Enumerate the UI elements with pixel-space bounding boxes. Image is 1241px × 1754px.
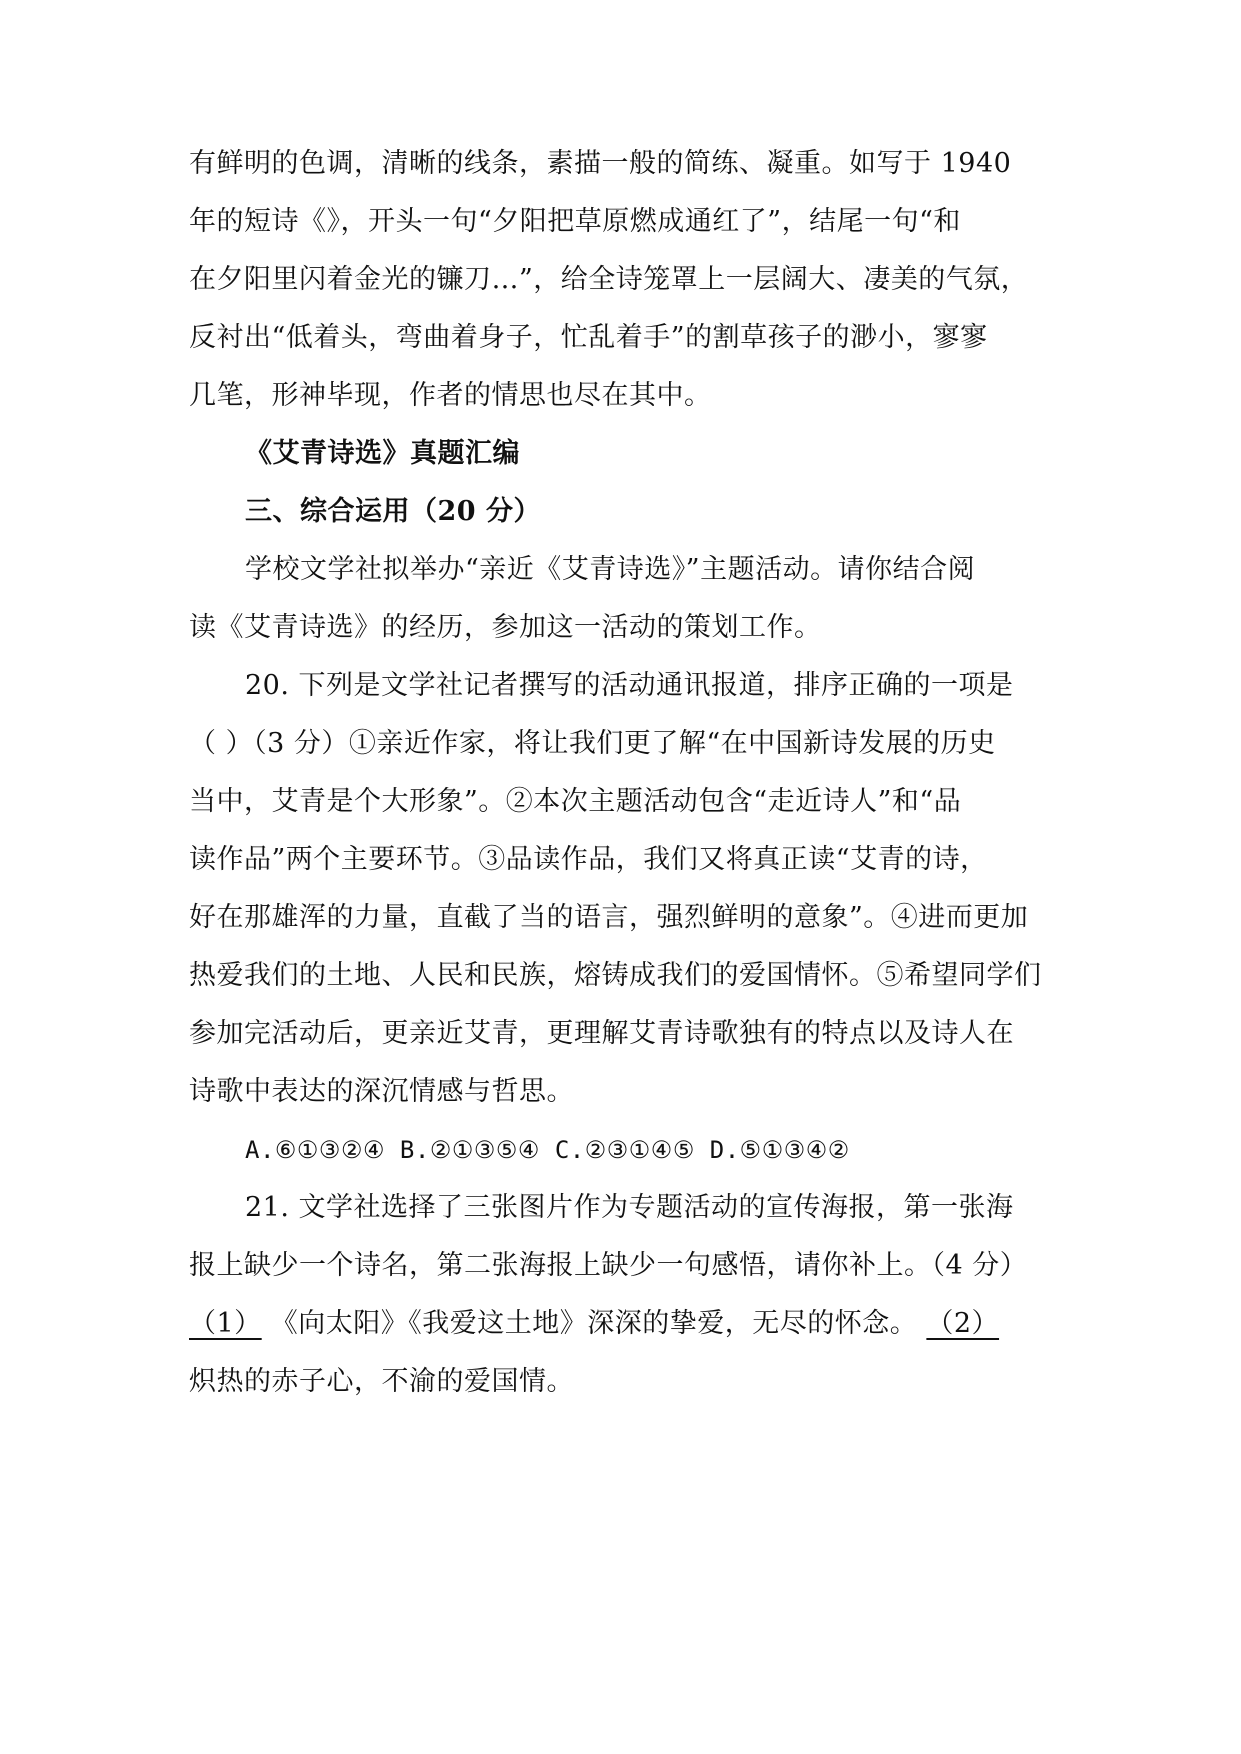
- question-21-line: 21. 文学社选择了三张图片作为专题活动的宣传海报，第一张海: [245, 1192, 1014, 1223]
- paragraph-line: 有鲜明的色调，清晰的线条，素描一般的简练、凝重。如写于 1940: [189, 148, 1012, 179]
- section-subheading: 三、综合运用（20 分）: [245, 496, 541, 527]
- intro-line: 学校文学社拟举办“亲近《艾青诗选》”主题活动。请你结合阅: [245, 554, 976, 585]
- paragraph-line: 反衬出“低着头，弯曲着身子，忙乱着手”的割草孩子的渺小，寥寥: [189, 322, 988, 353]
- question-20-line: 好在那雄浑的力量，直截了当的语言，强烈鲜明的意象”。④进而更加: [189, 902, 1029, 933]
- question-20-line: 热爱我们的土地、人民和民族，熔铸成我们的爱国情怀。⑤希望同学们: [189, 960, 1042, 991]
- question-21-answer-line: [189, 1304, 1069, 1344]
- answer-blank-2: （2）: [926, 1308, 1000, 1339]
- answer-text: 《向太阳》《我爱这土地》深深的挚爱，无尽的怀念。: [270, 1308, 918, 1339]
- question-20-line: （ ）（3 分）①亲近作家，将让我们更了解“在中国新诗发展的历史: [189, 728, 996, 759]
- intro-line: 读《艾青诗选》的经历，参加这一活动的策划工作。: [189, 612, 822, 643]
- paragraph-line: 几笔，形神毕现，作者的情思也尽在其中。: [189, 380, 712, 411]
- question-20-line: 诗歌中表达的深沉情感与哲思。: [189, 1076, 574, 1107]
- paragraph-line: 年的短诗《》，开头一句“夕阳把草原燃成通红了”，结尾一句“和: [189, 206, 961, 237]
- question-21-line: 炽热的赤子心，不渝的爱国情。: [189, 1366, 574, 1397]
- question-20-options: A.⑥①③②④ B.②①③⑤④ C.②③①④⑤ D.⑤①③④②: [245, 1136, 850, 1164]
- question-21-line: 报上缺少一个诗名，第二张海报上缺少一句感悟，请你补上。（4 分）: [189, 1250, 1028, 1281]
- question-20-line: 参加完活动后，更亲近艾青，更理解艾青诗歌独有的特点以及诗人在: [189, 1018, 1014, 1049]
- section-heading: 《艾青诗选》真题汇编: [245, 438, 520, 469]
- answer-blank-1: （1）: [189, 1308, 262, 1339]
- paragraph-line: 在夕阳里闪着金光的镰刀…”，给全诗笼罩上一层阔大、凄美的气氛，: [189, 264, 1029, 295]
- question-20-line: 读作品”两个主要环节。③品读作品，我们又将真正读“艾青的诗，: [189, 844, 988, 875]
- question-20-line: 当中，艾青是个大形象”。②本次主题活动包含“走近诗人”和“品: [189, 786, 962, 817]
- question-20-line: 20. 下列是文学社记者撰写的活动通讯报道，排序正确的一项是: [245, 670, 1014, 701]
